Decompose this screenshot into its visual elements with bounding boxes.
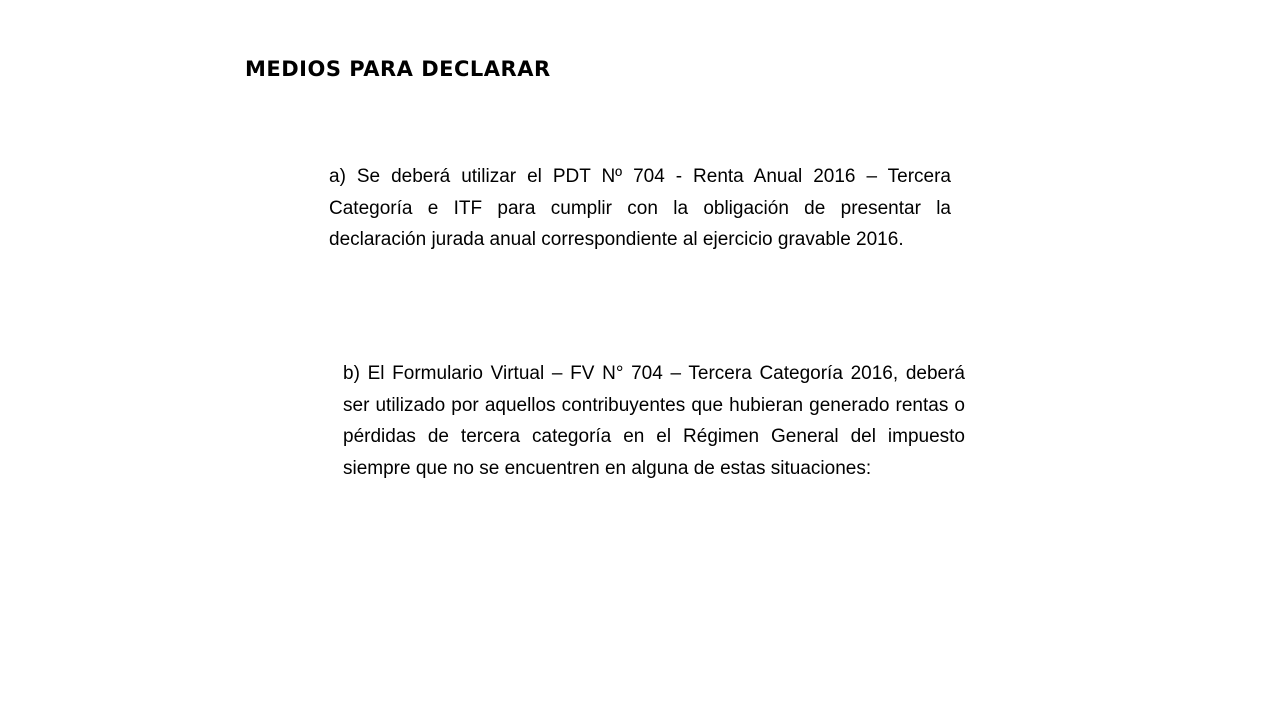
paragraph-b: b) El Formulario Virtual – FV N° 704 – Tercera Categoría 2016, deberá ser utilizado por aquellos contribuyentes que hubieran generado rentas o pérdidas de tercera categoría en el Régimen General del impuesto siempre que no se encuentren en alguna de estas situaciones: xyxy=(343,363,965,479)
paragraph-a: a) Se deberá utilizar el PDT Nº 704 - Renta Anual 2016 – Tercera Categoría e ITF para cumplir con la obligación de presentar la declaración jurada anual correspondiente al ejercicio gravable 2016. xyxy=(329,166,951,250)
slide-title: MEDIOS PARA DECLARAR xyxy=(245,57,551,81)
